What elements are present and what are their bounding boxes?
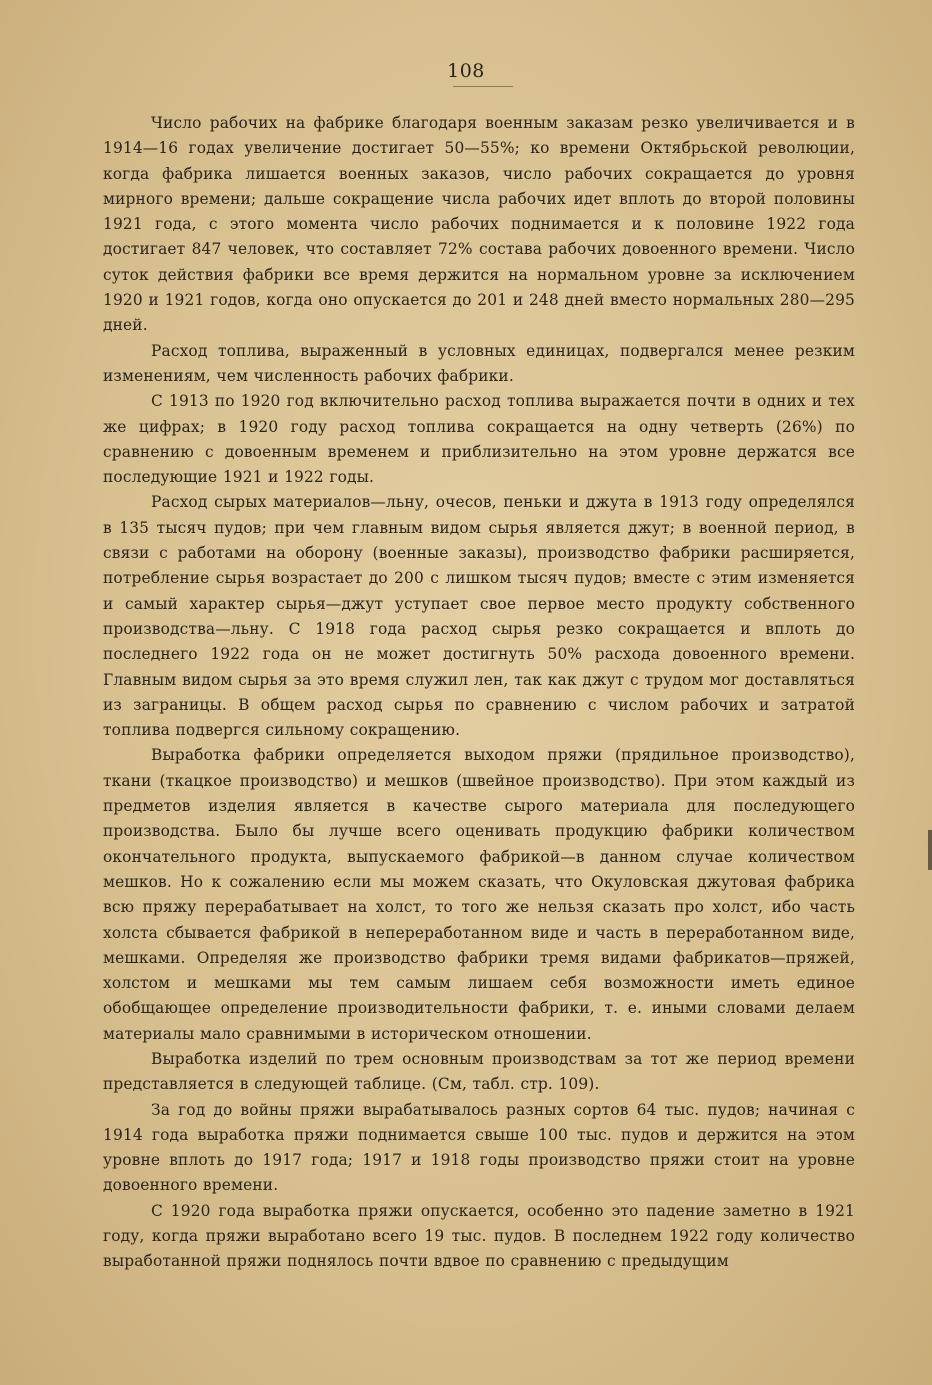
page-number-underline: [453, 86, 513, 87]
paragraph-output-definition: Выработка фабрики определяется выходом пряжи (прядильное производство), ткани (ткацкое производство) и мешков (швейное производство). При этом каждый из предметов изделия является в качестве сырого материала для последующего производства. Было бы лучше всего оценивать продукцию фабрики количеством окончательного продукта, выпускаемого фабрикой—в данном случае количеством мешков. Но к сожалению если мы можем сказать, что Окуловская джутовая фабрика всю пряжу перерабатывает на холст, то того же нельзя сказать про холст, ибо часть холста сбывается фабрикой в непереработанном виде и часть в переработанном виде, мешками. Определяя же производство фабрики тремя видами фабрикатов—пряжей, холстом и мешками мы тем самым лишаем себя возможности иметь единое обобщающее определение производительности фабрики, т. е. иными словами делаем материалы мало сравнимыми в историческом отношении.: [103, 746, 855, 1043]
paragraph-workers: Число рабочих на фабрике благодаря военным заказам резко увеличивается и в 1914—16 годах увеличение достигает 50—55%; ко времени Октябрьской революции, когда фабрика лишается военных заказов, число рабочих сокращается до уровня мирного времени; дальше сокращение числа рабочих идет вплоть до второй половины 1921 года, с этого момента число рабочих поднимается и к половине 1922 года достигает 847 человек, что составляет 72% состава рабочих довоенного времени. Число суток действия фабрики все время держится на нормальном уровне за исключением 1920 и 1921 годов, когда оно опускается до 201 и 248 дней вместо нормальных 280—295 дней.: [103, 114, 855, 335]
paragraph-output-table-ref: Выработка изделий по трем основным производствам за тот же период времени представляется в следующей таблице. (См, табл. стр. 109).: [103, 1049, 855, 1094]
paragraph-fuel-intro: Расход топлива, выраженный в условных единицах, подвергался менее резким изменениям, чем численность рабочих фабрики.: [103, 341, 855, 385]
page-edge-mark: [928, 830, 932, 870]
paragraph-raw-materials: Расход сырых материалов—льну, очесов, пеньки и джута в 1913 году определялся в 135 тысяч пудов; при чем главным видом сырья является джут; в военной период, в связи с работами на оборону (военные заказы), производство фабрики расширяется, потребление сырья возрастает до 200 с лишком тысяч пудов; вместе с этим изменяется и самый характер сырья—джут уступает свое первое место продукту собственного производства—льну. С 1918 года расход сырья резко сокращается и вплоть до последнего 1922 года он не может достигнуть 50% расхода довоенного времени. Главным видом сырья за это время служил лен, так как джут с трудом мог доставляться из заграницы. В общем расход сырья по сравнению с числом рабочих и затратой топлива подвергся сильному сокращению.: [103, 493, 855, 740]
page-number: 108: [447, 60, 485, 82]
paragraph-fuel-details: С 1913 по 1920 год включительно расход топлива выражается почти в одних и тех же цифрах; в 1920 году расход топлива сокращается на одну четверть (26%) по сравнению с довоенным временем и приблизительно на этом уровне держатся все последующие 1921 и 1922 годы.: [103, 392, 855, 487]
paragraph-yarn-1920: С 1920 года выработка пряжи опускается, особенно это падение заметно в 1921 году, когда пряжи выработано всего 19 тыс. пудов. В последнем 1922 году количество выработанной пряжи поднялось почти вдвое по сравнению с предыдущим: [103, 1201, 855, 1271]
body-text: [103, 111, 855, 1275]
paragraph-yarn-prewar: За год до войны пряжи вырабатывалось разных сортов 64 тыс. пудов; начиная с 1914 года выработка пряжи поднимается свыше 100 тыс. пудов и держится на этом уровне вплоть до 1917 года; 1917 и 1918 годы производство пряжи стоит на уровне довоенного времени.: [103, 1100, 855, 1195]
